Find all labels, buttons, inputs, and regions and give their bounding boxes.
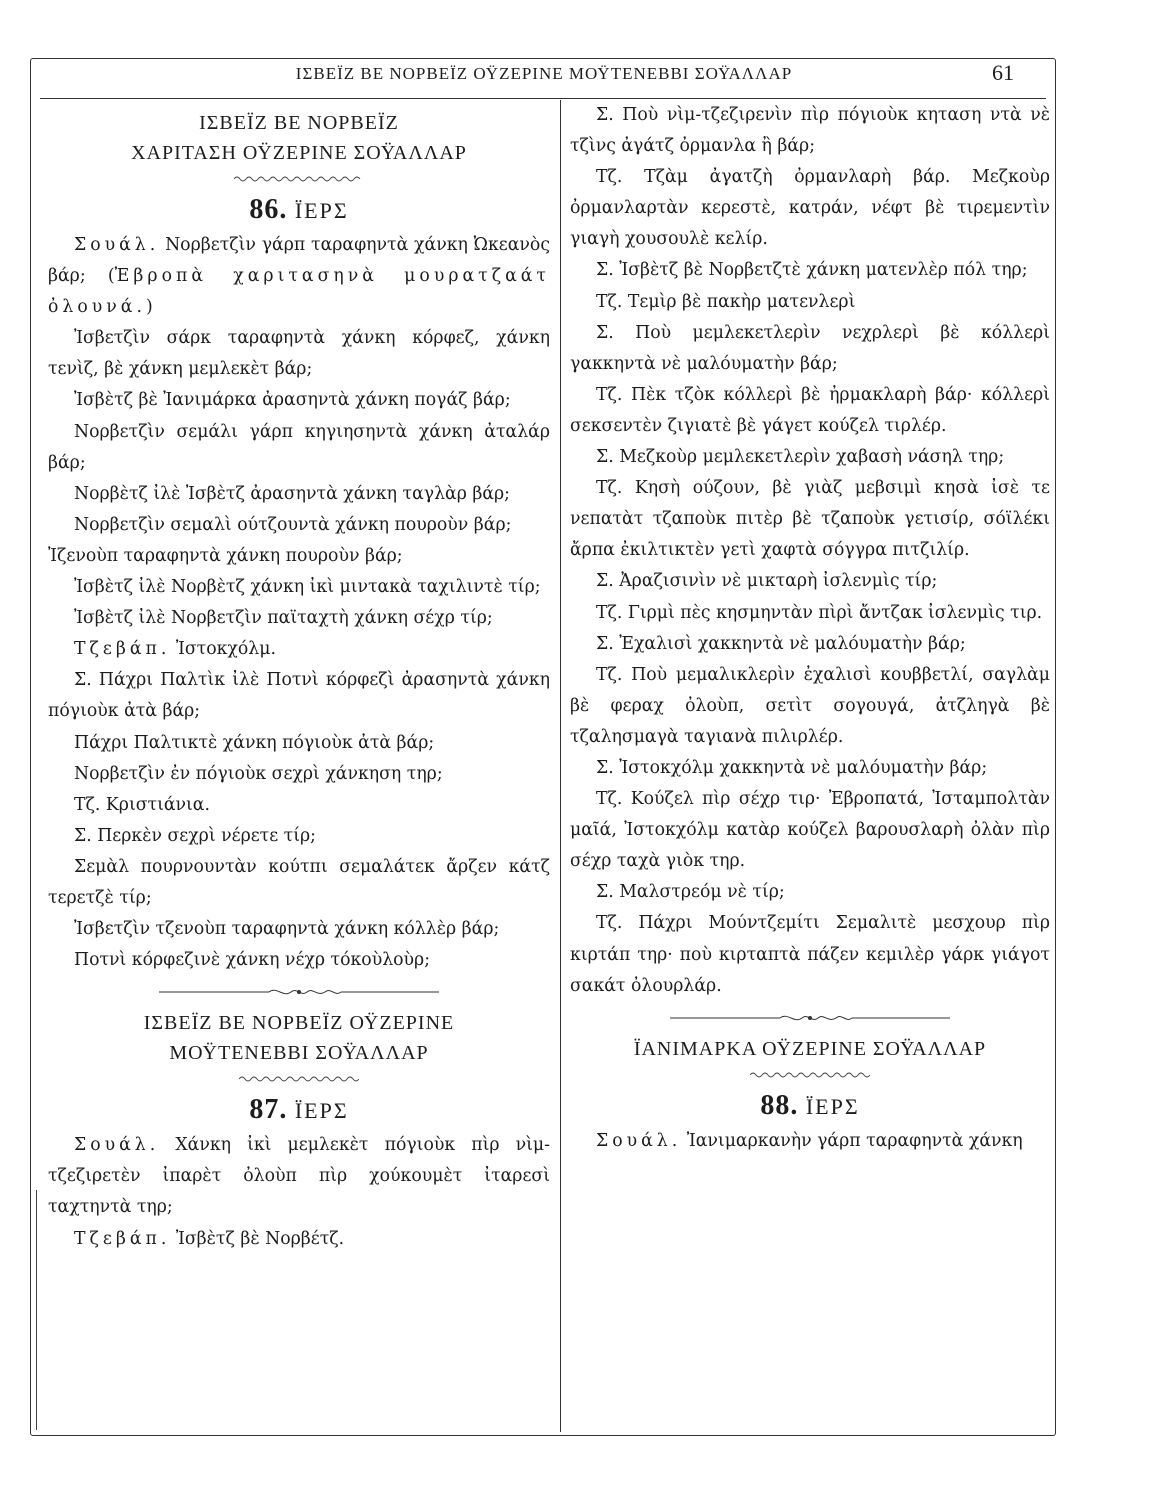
text-line: Νορβετζὶν ἐν πόγιοὺκ σεχρὶ χάνκηση τηρ;	[74, 763, 443, 784]
lesson-heading-87	[48, 1094, 550, 1126]
question-paragraph: Σουάλ. Νορβετζὶν γάρπ ταραφηντὰ χάνκη Ὠκεανὸς βάρ; (Ἐβροπὰ χαριτασηνὰ μουρατζαάτ ὀλουνά.)	[48, 235, 550, 318]
text-line: Σ. Μαλστρεόμ νὲ τίρ;	[596, 882, 785, 903]
section-title-2-line2: ΜΟΫΤΕΝΕΒΒΙ ΣΟΫΑΛΛΑΡ	[169, 1042, 429, 1065]
text-line: Σ. Ποὺ μεμλεκετλερὶν νεχρλερὶ βὲ κόλλερὶ γακκηντὰ νὲ μαλόυματὴν βάρ;	[570, 322, 1050, 374]
question-paragraph: Σουάλ. Χάνκη ἰκὶ μεμλεκὲτ πόγιοὺκ πὶρ νὶμ-τζεζιρετὲν ἰπαρὲτ ὀλοὺπ πὶρ χούκουμὲτ ἰταρεσὶ ταχτηντὰ τηρ;	[48, 1135, 550, 1218]
text-line: Νορβετζὶν σεμαλὶ ούτζουντὰ χάνκη πουροὺν βάρ;	[74, 514, 512, 535]
column-divider	[560, 100, 561, 1432]
text-line: Ἰσβετζὶν τζενοὺπ ταραφηντὰ χάνκη κόλλὲρ βάρ;	[74, 919, 500, 940]
text-line: Ἰσβετζὶν σάρκ ταραφηντὰ χάνκη κόρφεζ, χάνκη τενὶζ, βὲ χάνκη μεμλεκὲτ βάρ;	[48, 328, 550, 380]
text-line: Τζ. Ποὺ μεμαλικλερὶν ἐχαλισὶ κουββετλί, σαγλὰμ βὲ φεραχ ὀλοὺπ, σετὶτ σογουγά, ἀτζληγὰ βὲ τζαλησμαγὰ ταγιανὰ πιλιρλέρ.	[570, 664, 1050, 747]
text-line: Νορβὲτζ ἰλὲ Ἰσβὲτζ ἀρασηντὰ χάνκη ταγλὰρ βάρ;	[74, 483, 510, 504]
text-line: Ἰζενοὺπ ταραφηντὰ χάνκη πουροὺν βάρ;	[48, 545, 403, 566]
running-header	[44, 60, 1044, 90]
text-line: Ἰσβὲτζ ἰλὲ Νορβετζὶν παϊταχτὴ χάνκη σέχρ τίρ;	[74, 608, 493, 629]
section-title-3: ΪΑΝΙΜΑΡΚΑ ΟΫΖΕΡΙΝΕ ΣΟΫΑΛΛΑΡ	[633, 1037, 987, 1060]
lesson-number: 88.	[760, 1089, 799, 1121]
answer-paragraph: Τζεβάπ. Ἰσβὲτζ βὲ Νορβέτζ.	[74, 1228, 345, 1249]
wavy-ornament	[234, 174, 364, 184]
text-line: Ἰσβὲτζ ἰλὲ Νορβὲτζ χάνκη ἰκὶ μιντακὰ ταχιλιντὲ τίρ;	[74, 577, 541, 598]
section-title-2-line1: ΙΣΒΕΪΖ ΒΕ ΝΟΡΒΕΪΖ ΟΫΖΕΡΙΝΕ	[143, 1012, 455, 1035]
text-line: Σ. Πάχρι Παλτὶκ ἰλὲ Ποτνὶ κόρφεζὶ ἀρασηντὰ χάνκη πόγιοὺκ ἀτὰ βάρ;	[48, 670, 550, 722]
lesson-number: 87.	[249, 1094, 288, 1126]
section-title-line1: ΙΣΒΕΪΖ ΒΕ ΝΟΡΒΕΪΖ	[199, 112, 399, 134]
text-line: Τζ. Πάχρι Μούντζεμίτι Σεμαλιτὲ μεσχουρ πὶρ κιρτάπ τηρ· ποὺ κιρταπτὰ πάζεν κεμιλὲρ γάρκ γιάγοτ σακάτ ὀλουρλάρ.	[570, 913, 1050, 996]
question-label: Σουάλ.	[596, 1130, 682, 1151]
left-column	[48, 108, 550, 1430]
page-number: 61	[992, 60, 1014, 85]
header-rule	[40, 98, 1046, 99]
text-line: Σ. Ποὺ νὶμ-τζεζιρενὶν πὶρ πόγιοὺκ κηταση ντὰ νὲ τζὶνς ἀγάτζ ὀρμανλα ἢ βάρ;	[570, 105, 1050, 157]
text-line: Σεμὰλ πουρνουντὰν κούτπι σεμαλάτεκ ἄρζεν κάτζ τερετζὲ τίρ;	[48, 856, 550, 908]
text-line: Τζ. Πὲκ τζὸκ κόλλερὶ βὲ ἠρμακλαρὴ βάρ· κόλλερὶ σεκσεντὲν ζιγιατὲ βὲ γάγετ κούζελ τιρλέρ.	[570, 384, 1050, 436]
text-line: Σ. Περκὲν σεχρὶ νέρετε τίρ;	[74, 825, 317, 846]
running-title: ΙΣΒΕΪΖ ΒΕ ΝΟΡΒΕΪΖ ΟΫΖΕΡΙΝΕ ΜΟΫΤΕΝΕΒΒΙ ΣΟΫΑΛΛΑΡ	[295, 64, 793, 83]
divider-ornament	[670, 1010, 950, 1026]
text-line: Τζ. Κριστιάνια.	[74, 794, 210, 815]
wavy-ornament	[750, 1070, 870, 1080]
question-label: Σουάλ.	[74, 1135, 160, 1156]
lesson-heading-86	[48, 194, 550, 226]
text-line: Τζ. Τζὰμ ἀγατζὴ ὀρμανλαρὴ βάρ. Μεζκοὺρ ὀρμανλαρτὰν κερεστὲ, κατράν, νέφτ βὲ τιρεμεντὶν γιαγὴ χουσουλὲ κελίρ.	[570, 167, 1050, 250]
lesson-heading-88	[570, 1090, 1050, 1122]
question-label: Σουάλ.	[74, 235, 160, 255]
text-line: Σ. Ἐχαλισὶ χακκηντὰ νὲ μαλόυματὴν βάρ;	[596, 633, 966, 654]
text-line: Τζ. Κούζελ πὶρ σέχρ τιρ· Ἐβροπατά, Ἰσταμπολτὰν μαῖά, Ἰστοκχόλμ κατὰρ κούζελ βαρουσλαρὴ ὀλὰν πὶρ σέχρ ταχὰ γιὸκ τηρ.	[570, 789, 1050, 872]
answer-label: Τζεβάπ.	[74, 639, 171, 660]
divider-ornament	[159, 984, 439, 1000]
text-line: Σ. Μεζκοὺρ μεμλεκετλερὶν χαβασὴ νάσηλ τηρ;	[596, 447, 1005, 468]
answer-paragraph: Τζεβάπ. Ἰστοκχόλμ.	[74, 639, 276, 660]
text-line: Τζ. Κησὴ ούζουν, βὲ γιὰζ μεβσιμὶ κησὰ ἰσὲ τε νεπατὰτ τζαποὺκ πιτὲρ βὲ τζαποὺκ γετισίρ, σόϊλέκι ἄρπα ἐκιλτικτὲν γετὶ χαφτὰ σόγγρα πιτζιλίρ.	[570, 478, 1050, 561]
text-line: Σ. Ἰσβὲτζ βὲ Νορβετζτὲ χάνκη ματενλὲρ πόλ τηρ;	[596, 260, 1028, 281]
text-line: Σ. Ἀραζισινὶν νὲ μικταρὴ ἰσλενμὶς τίρ;	[596, 571, 938, 592]
wavy-ornament	[239, 1074, 359, 1084]
lesson-word: ΪΕΡΣ	[294, 198, 349, 223]
answer-label: Τζεβάπ.	[74, 1228, 171, 1249]
margin-bracket	[36, 1190, 45, 1430]
text-line: Πάχρι Παλτικτὲ χάνκη πόγιοὺκ ἀτὰ βάρ;	[74, 732, 435, 753]
section-title-line2: ΧΑΡΙΤΑΣΗ ΟΫΖΕΡΙΝΕ ΣΟΫΑΛΛΑΡ	[131, 142, 467, 164]
lesson-word: ΪΕΡΣ	[805, 1093, 860, 1119]
right-column	[570, 100, 1050, 1430]
text-line: Σ. Ἰστοκχόλμ χακκηντὰ νὲ μαλόυματὴν βάρ;	[596, 757, 988, 778]
text-line: Τζ. Γιρμὶ πὲς κησμηντὰν πὶρὶ ἄντζακ ἰσλενμὶς τιρ.	[596, 602, 1043, 623]
lesson-word: ΪΕΡΣ	[294, 1098, 349, 1124]
lesson-number: 86.	[249, 194, 288, 225]
text-line: Ποτνὶ κόρφεζινὲ χάνκη νέχρ τόκοὺλοὺρ;	[74, 950, 431, 971]
question-paragraph: Σουάλ. Ἰανιμαρκανὴν γάρπ ταραφηντὰ χάνκη	[596, 1130, 1023, 1151]
text-line: Τζ. Τεμὶρ βὲ πακὴρ ματενλερὶ	[596, 291, 856, 312]
text-line: Ἰσβὲτζ βὲ Ἰανιμάρκα ἀρασηντὰ χάνκη πογάζ βάρ;	[74, 390, 511, 411]
text-line: Νορβετζὶν σεμάλι γάρπ κηγιησηντὰ χάνκη ἀταλάρ βάρ;	[48, 421, 550, 473]
